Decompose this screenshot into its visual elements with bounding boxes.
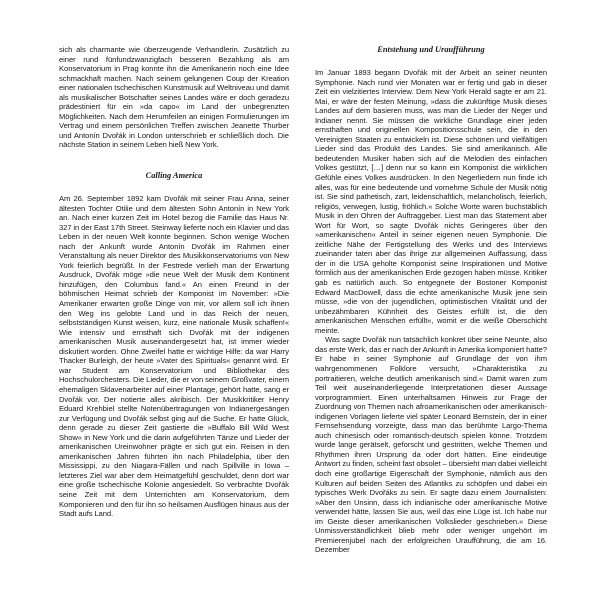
section-heading-entstehung: Entstehung und Uraufführung bbox=[377, 45, 485, 54]
intro-paragraph: sich als charmante wie überzeugende Verhandlerin. Zusätzlich zu einer rund fünfundzwanzigfach besseren Bezahlung als am Konservatorium in Prag konnte ihn die Amerikanerin noch eine Idee schmackhaft machen. Nach seinem gelungenen Coup der Kreation einer nationalen tschechischen Kunstmusik auf Weltniveau und damit als musikalischer Botschafter seines Landes wäre er doch geradezu prädestiniert für ein »da capo« im Land der unbegrenzten Möglichkeiten. Nach dem Herumfeilen an einigen Formulierungen im Vertrag und einem persönlichen Treffen zwischen Jeanette Thurber und Antonín Dvořák in London unterschrieb er schließlich doch. Die nächste Station in seinem Leben hieß New York. bbox=[59, 45, 289, 150]
calling-america-paragraph: Am 26. September 1892 kam Dvořák mit seiner Frau Anna, seiner ältesten Tochter Otilie und dem ältesten Sohn Antonín in New York an. Nach einer kurzen Zeit im Hotel bezog die Familie das Haus Nr. 327 in der East 17th Street. Steinway lieferte noch ein Klavier und das Leben in der neuen Welt konnte beginnen. Schon wenige Wochen nach der Ankunft wurde Antonín Dvořák im Rahmen einer Veranstaltung als neuer Direktor des Musikkonservatoriums von New York feierlich begrüßt. In der Festrede verlieh man der Erwartung Ausdruck, Dvořák möge »die neue Welt der Musik dem Kontinent hinzufügen, den Columbus fand.« An einen Freund in der böhmischen Heimat schrieb der Komponist im November: »Die Amerikaner erwarten große Dinge von mir, vor allem soll ich ihnen den Weg ins gelobte Land und in das Reich der neuen, selbstständigen Kunst weisen, kurz, eine nationale Musik schaffen!« Wie intensiv und ernsthaft sich Dvořák mit der indigenen amerikanischen Musik auseinandergesetzt hat, ist immer wieder diskutiert worden. Ohne Zweifel hatte er wichtige Hilfe: da war Harry Thacker Burleigh, der heute »Vater des Spirituals« genannt wird. Er war Student am Konservatorium und Bibliothekar des Hochschulorchesters. Die Lieder, die er von seinem Großvater, einem ehemaligen Sklavenarbeiter auf einer Plantage, gehört hatte, sang er Dvořák vor. Der notierte alles akribisch. Der Musikkritiker Henry Eduard Krehbiel stellte Notenübertragungen von Indianergesängen zur Verfügung und Dvořák selbst ging auf die Suche. Er hatte Glück, denn gerade zu dieser Zeit gastierte die »Buffalo Bill Wild West Show« in New York und die darin aufgeführten Tänze und Lieder der amerikanischen Ureinwohner prägte er sich gut ein. Reisen in den amerikanischen Jahren führten ihn nach Philadelphia, über den Mississippi, zu den Niagara-Fällen und nach Spillville in Iowa – letzteres Ziel war aber dem Heimatgefühl geschuldet, denn dort war eine große tschechische Kolonie angesiedelt. So verbrachte Dvořák seine Zeit mit dem Unterrichten am Konservatorium, dem Komponieren und den für ihn so heilsamen Ausflügen hinaus aus der Stadt aufs Land. bbox=[59, 194, 289, 519]
entstehung-paragraph-1: Im Januar 1893 begann Dvořák mit der Arbeit an seiner neunten Symphonie. Nach rund vier Monaten war er fertig und gab in dieser Zeit ein vielzitiertes Interview. Dem New York Herald sagte er am 21. Mai, er wäre der festen Meinung, »dass die zukünftige Musik dieses Landes auf dem basieren muss, was man die Lieder der Neger und Indianer nennt. Sie müssen die wirkliche Grundlage einer jeden ernsthaften und originellen Kompositionsschule sein, die in den Vereinigten Staaten zu entwickeln ist. Diese schönen und vielfältigen Lieder sind das Produkt des Landes. Sie sind amerikanisch. Alle bedeutenden Musiker haben sich auf die Melodien des einfachen Volkes gestützt, […] denn nur so kann ein Komponist die wirklichen Gefühle eines Volkes ausdrücken. In den Negerliedern nun finde ich alles, was für eine bedeutende und vornehme Schule der Musik nötig ist. Sie sind pathetisch, zart, leidenschaftlich, melancholisch, feierlich, religiös, verwegen, lustig, fröhlich.« Solche Worte waren buchstäblich Musik in den Ohren der Auftraggeber. Liest man das Statement aber Wort für Wort, so sagte Dvořák nichts Geringeres über den »amerikanischen« Anteil in seiner eigenen neuen Symphonie. Die zeitliche Nähe der Fertigstellung des Werks und des Interviews zueinander taten aber das ihrige zur allgemeinen Auffassung, dass der in die USA geholte Komponist seine Inspirationen und Motive förmlich aus der amerikanischen Erde gezogen haben müsse. Kritiker gab es natürlich auch. So entgegnete der Bostoner Komponist Edward MacDowell, dass die echte amerikanische Musik jene sein müsse, »die von der jugendlichen, optimistischen Vitalität und der unbezähmbaren Kühnheit des Geistes erfüllt ist, die den amerikanischen Menschen erfüllt«, womit er die weiße Oberschicht meinte. bbox=[315, 68, 547, 335]
left-column bbox=[59, 45, 289, 519]
entstehung-paragraph-2: Was sagte Dvořák nun tatsächlich konkret über seine Neunte, also das erste Werk, das er nach der Ankunft in Amerika komponiert hatte? Er habe in seiner Symphonie auf Grundlage der von ihm wahrgenommenen Folklore versucht, »Charakteristika zu portraitieren, welche deutlich amerikanisch sind.« Damit waren zum Teil weit auseinanderliegende Interpretationen dieser Aussage vorprogrammiert. Einen unterhaltsamen Hinweis zur Frage der Zuordnung von Themen nach afroamerikanischen oder amerikanisch-indigenen Vorlagen lieferte viel später Leonard Bernstein, der in einer Fernsehsendung vorzeigte, dass man das berühmte Largo-Thema auch chinesisch oder romantisch-deutsch spielen könne. Trotzdem wurde lange gerätselt, geforscht und gestritten, welche Themen und Rhythmen ihren Ursprung da oder dort hätten. Eine eindeutige Antwort zu finden, scheint fast obsolet – übersieht man dabei vielleicht doch eine großartige Eigenschaft der Symphonie, nämlich aus den Kulturen auf beiden Seiten des Atlantiks zu schöpfen und dabei ein typisches Werk Dvořáks zu sein. Er sagte dazu einem Journalisten: »Aber den Unsinn, dass ich indianische oder amerikanische Motive verwendet hätte, lassen Sie aus, weil das eine Lüge ist. Ich habe nur im Geiste dieser amerikanischen Volkslieder geschrieben.« Diese Unmissverständlichkeit blieb mehr oder weniger ungehört im Premierenjubel nach der erfolgreichen Uraufführung, die am 16. Dezember bbox=[315, 335, 547, 555]
right-column bbox=[315, 45, 547, 555]
section-heading-calling-america: Calling America bbox=[145, 171, 203, 181]
